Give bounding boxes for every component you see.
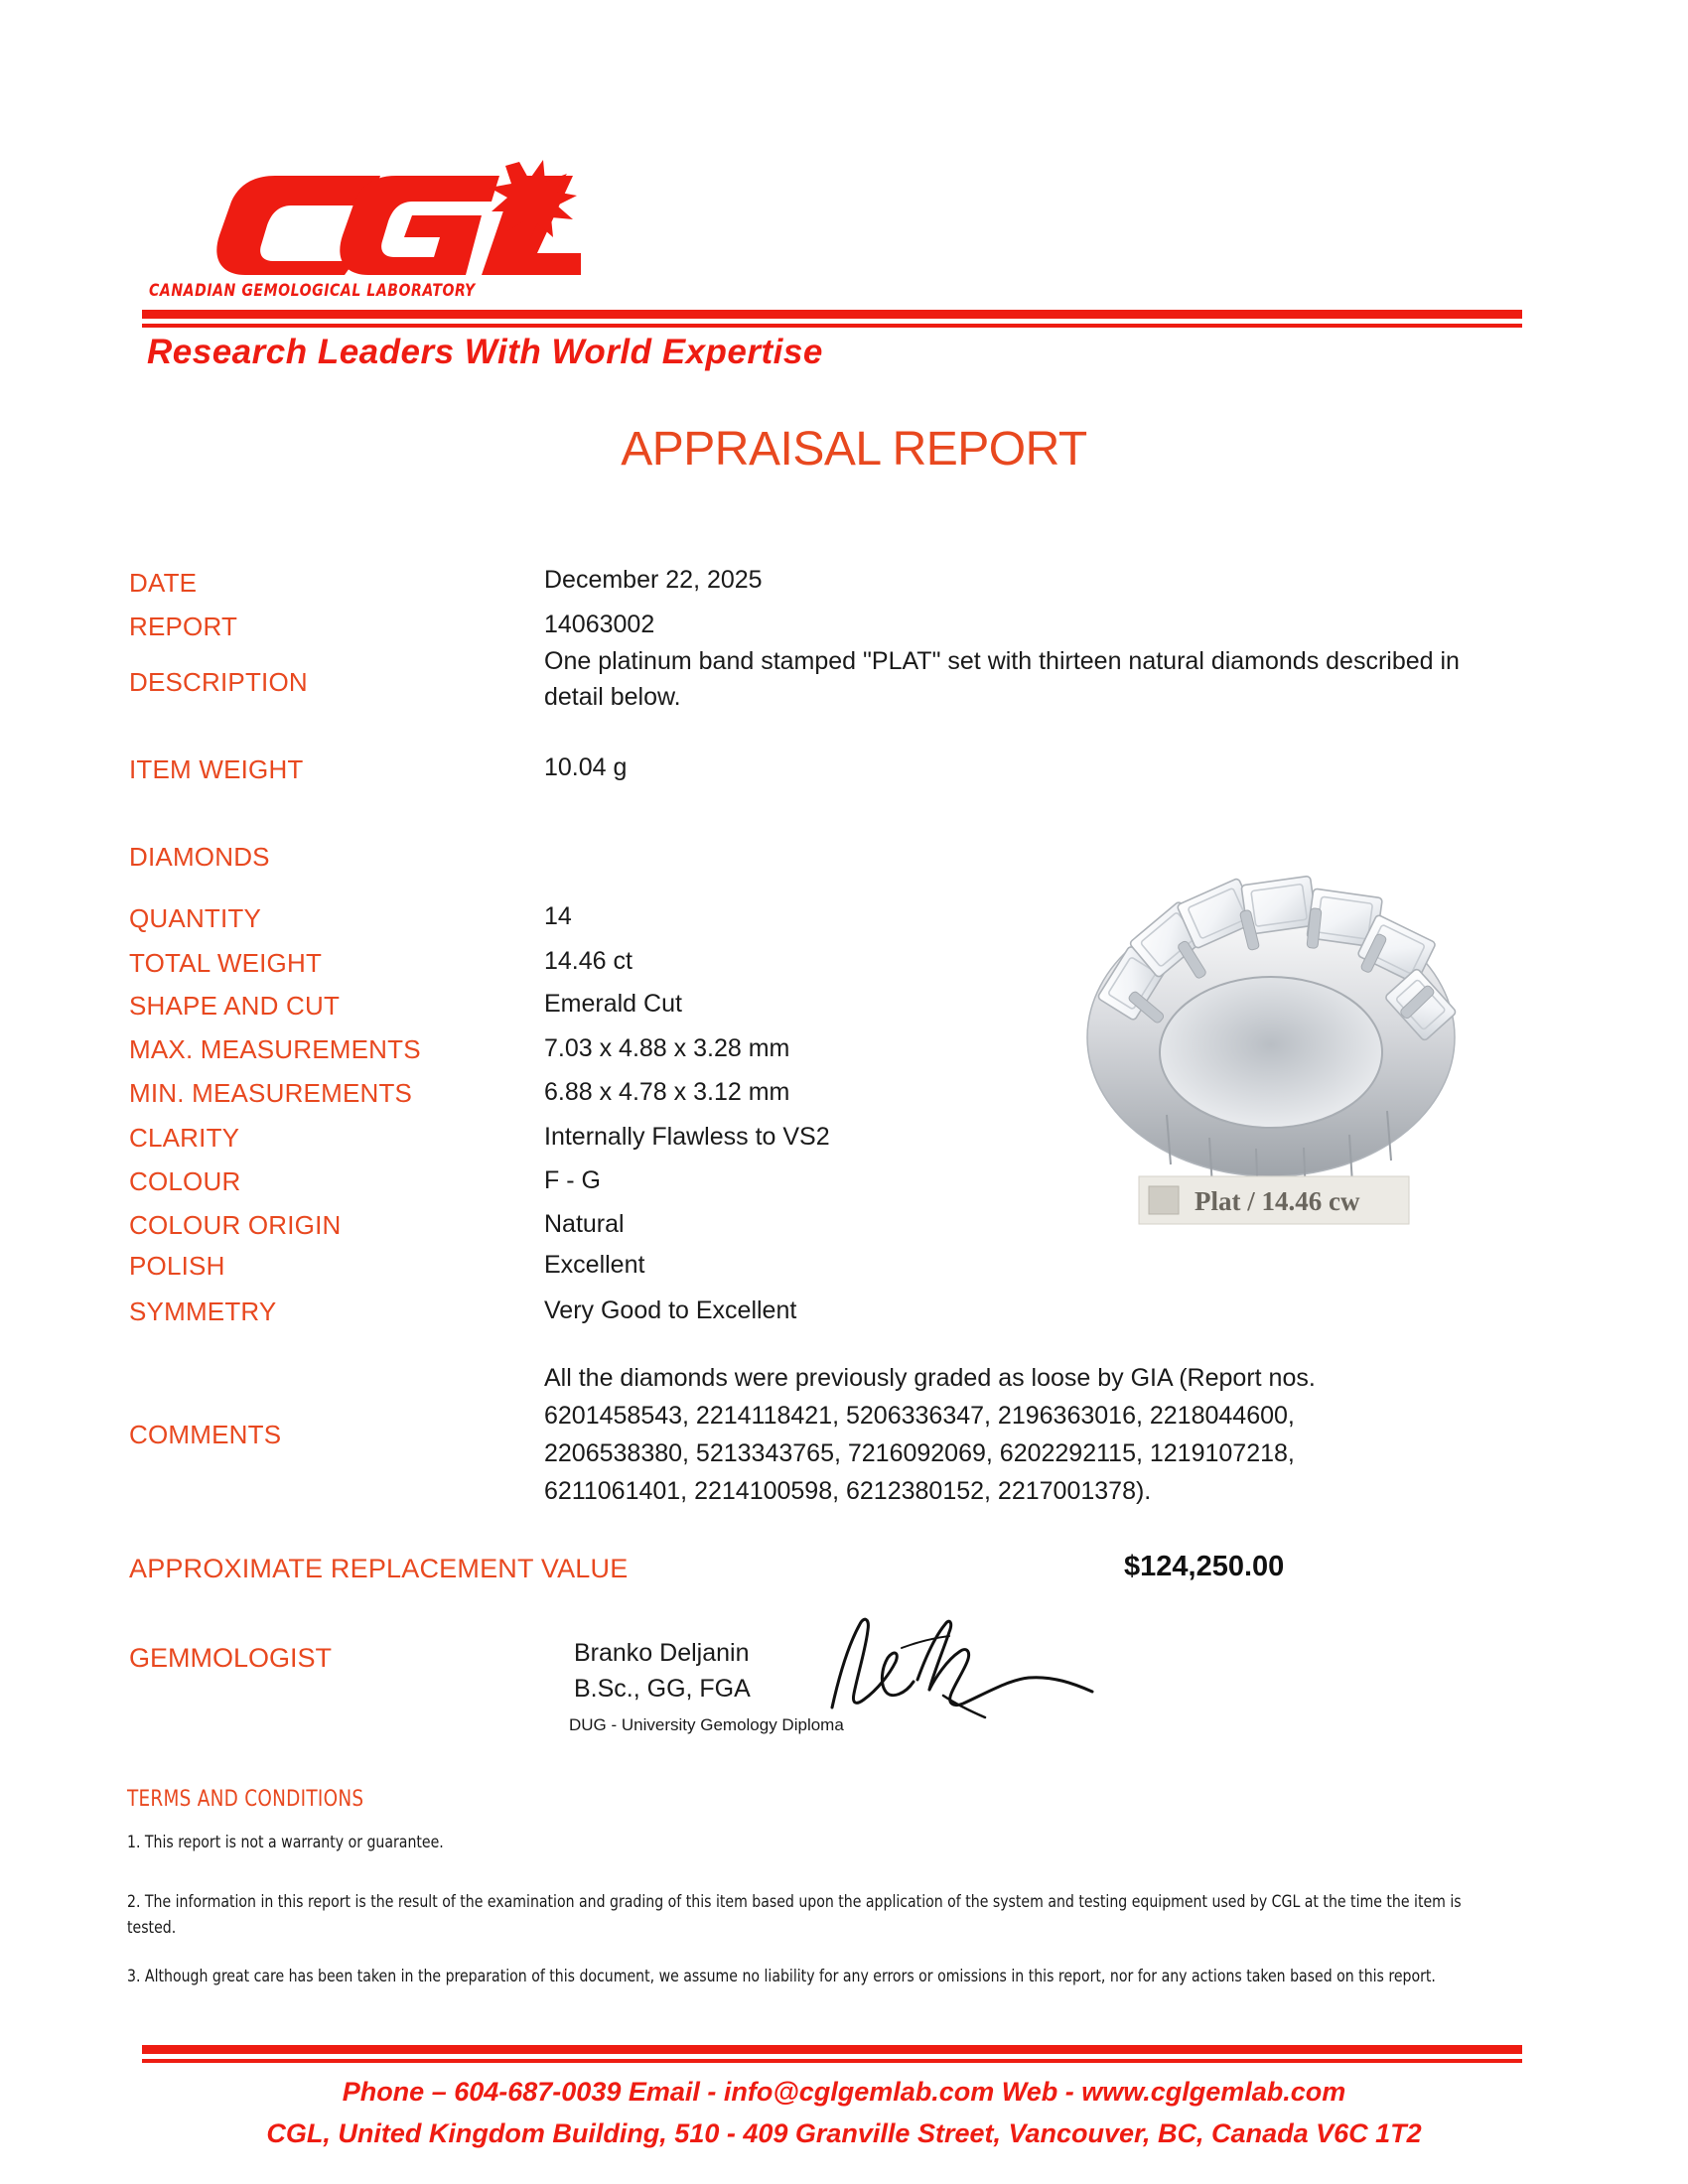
ring-photograph: [1067, 849, 1479, 1241]
value-total-weight: 14.46 ct: [544, 947, 633, 975]
label-polish: POLISH: [129, 1251, 225, 1281]
value-max-measurements: 7.03 x 4.88 x 3.28 mm: [544, 1034, 790, 1062]
label-min-measurements: MIN. MEASUREMENTS: [129, 1078, 413, 1108]
section-label-diamonds: DIAMONDS: [129, 842, 270, 872]
signature-image: [814, 1608, 1112, 1727]
photo-caption-plate: [1139, 1176, 1409, 1224]
label-colour: COLOUR: [129, 1166, 241, 1196]
footer-contact-line: Phone – 604-687-0039 Email - info@cglgemlab.com Web - www.cglgemlab.com: [342, 2077, 1346, 2107]
label-max-measurements: MAX. MEASUREMENTS: [129, 1034, 421, 1064]
gemmologist-diploma: DUG - University Gemology Diploma: [569, 1715, 844, 1734]
terms-and-conditions-title: TERMS AND CONDITIONS: [127, 1787, 364, 1812]
value-symmetry: Very Good to Excellent: [544, 1297, 797, 1324]
header-rule-thin: [142, 324, 1522, 328]
label-quantity: QUANTITY: [129, 903, 262, 933]
cgl-logo: [184, 154, 581, 278]
label-replacement-value: APPROXIMATE REPLACEMENT VALUE: [129, 1554, 629, 1583]
terms-item-3: 3. Although great care has been taken in the preparation of this document, we assume no liability for any errors or omissions in this report, nor for any actions taken based on this report.: [127, 1967, 1436, 1985]
logo-subtitle: CANADIAN GEMOLOGICAL LABORATORY: [149, 281, 476, 301]
comments-line-4: 6211061401, 2214100598, 6212380152, 2217001378).: [544, 1477, 1152, 1505]
label-description: DESCRIPTION: [129, 667, 308, 697]
label-total-weight: TOTAL WEIGHT: [129, 948, 323, 978]
comments-line-1: All the diamonds were previously graded as loose by GIA (Report nos.: [544, 1364, 1316, 1392]
value-polish: Excellent: [544, 1251, 645, 1279]
label-item-weight: ITEM WEIGHT: [129, 754, 304, 784]
gemmologist-credentials: B.Sc., GG, FGA: [574, 1675, 751, 1703]
value-colour-origin: Natural: [544, 1210, 625, 1238]
comments-line-3: 2206538380, 5213343765, 7216092069, 6202292115, 1219107218,: [544, 1439, 1295, 1467]
value-clarity: Internally Flawless to VS2: [544, 1123, 830, 1151]
label-colour-origin: COLOUR ORIGIN: [129, 1210, 342, 1240]
footer-rule-thick: [142, 2045, 1522, 2054]
svg-text:Plat / 14.46 cw: Plat / 14.46 cw: [1195, 1186, 1360, 1216]
header-rule-thick: [142, 310, 1522, 319]
terms-item-2: 2. The information in this report is the result of the examination and grading of this item based upon the application of the system and testing equipment used by CGL at the time the item is tested.: [127, 1892, 1462, 1937]
label-clarity: CLARITY: [129, 1123, 240, 1153]
label-shape-and-cut: SHAPE AND CUT: [129, 991, 341, 1021]
value-quantity: 14: [544, 902, 572, 930]
value-description: One platinum band stamped "PLAT" set with thirteen natural diamonds described in detail below.: [544, 647, 1460, 711]
value-item-weight: 10.04 g: [544, 753, 628, 781]
footer-rule-thin: [142, 2059, 1522, 2063]
label-comments: COMMENTS: [129, 1420, 282, 1449]
value-report: 14063002: [544, 611, 655, 638]
page-title: APPRAISAL REPORT: [621, 423, 1087, 476]
value-date: December 22, 2025: [544, 566, 763, 594]
value-min-measurements: 6.88 x 4.78 x 3.12 mm: [544, 1078, 790, 1106]
label-symmetry: SYMMETRY: [129, 1297, 277, 1326]
value-replacement-value: $124,250.00: [1124, 1551, 1285, 1582]
value-colour: F - G: [544, 1166, 601, 1194]
comments-line-2: 6201458543, 2214118421, 5206336347, 2196363016, 2218044600,: [544, 1402, 1295, 1430]
terms-item-1: 1. This report is not a warranty or guarantee.: [127, 1833, 444, 1851]
label-report: REPORT: [129, 612, 238, 641]
gemmologist-name: Branko Deljanin: [574, 1639, 750, 1667]
footer-address-line: CGL, United Kingdom Building, 510 - 409 Granville Street, Vancouver, BC, Canada V6C 1T2: [266, 2118, 1422, 2148]
label-gemmologist: GEMMOLOGIST: [129, 1643, 333, 1673]
company-tagline: Research Leaders With World Expertise: [147, 333, 823, 371]
label-date: DATE: [129, 568, 198, 598]
value-shape-and-cut: Emerald Cut: [544, 990, 682, 1018]
